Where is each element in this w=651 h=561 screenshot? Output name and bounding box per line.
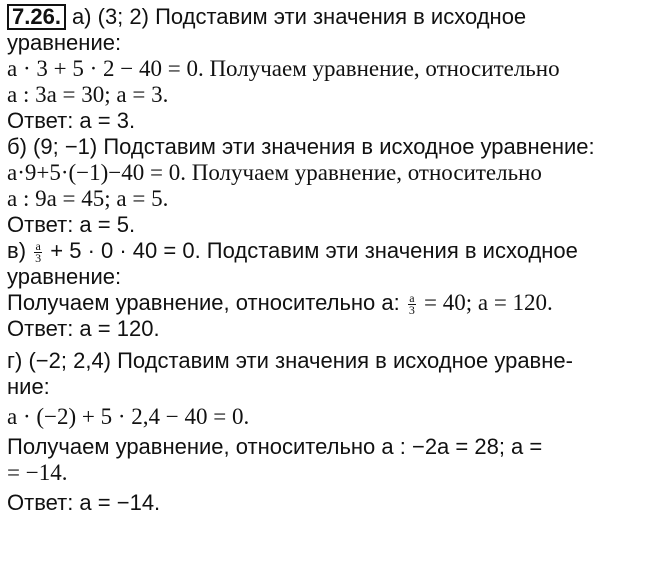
fraction-denominator: 3 [35, 250, 42, 265]
part-v-line-3 [7, 290, 643, 316]
part-v-line-1 [7, 238, 643, 264]
part-g-line-1: г) (−2; 2,4) Подставим эти значения в исходное уравне- [7, 348, 573, 373]
part-a-solution: a : 3a = 30; a = 3. [7, 82, 169, 107]
part-b-answer: Ответ: a = 5. [7, 212, 136, 237]
part-v-fraction [34, 238, 42, 265]
fraction-numerator: a [409, 290, 415, 305]
problem-number: 7.26. [7, 4, 66, 30]
part-v-line-3-prefix: Получаем уравнение, относительно a: [7, 290, 400, 315]
part-v-label: в) [7, 238, 27, 263]
part-b-equation: a·9+5·(−1)−40 = 0. Получаем уравнение, относительно [7, 160, 542, 185]
part-v-line-3-rest: = 40; a = 120. [424, 290, 553, 315]
fraction-denominator: 3 [408, 302, 415, 317]
part-v-answer: Ответ: a = 120. [7, 316, 160, 341]
solution-text [7, 4, 643, 516]
part-v-line-3-fraction [408, 290, 416, 317]
part-g-line-5: = −14. [7, 460, 68, 485]
part-g-line-2: ние: [7, 374, 50, 399]
part-v-heading: + 5 · 0 · 40 = 0. Подставим эти значения в исходное [50, 238, 578, 263]
part-a-line-1 [7, 4, 643, 30]
part-a-answer: Ответ: a = 3. [7, 108, 136, 133]
part-v-line-2: уравнение: [7, 264, 122, 289]
fraction-numerator: a [35, 238, 41, 253]
part-g-equation: a · (−2) + 5 · 2,4 − 40 = 0. [7, 404, 250, 429]
part-g-answer: Ответ: a = −14. [7, 490, 161, 515]
part-a-line-2: уравнение: [7, 30, 122, 55]
part-b-solution: a : 9a = 45; a = 5. [7, 186, 169, 211]
part-b-line-1: б) (9; −1) Подставим эти значения в исходное уравнение: [7, 134, 595, 159]
part-a-equation: a · 3 + 5 · 2 − 40 = 0. Получаем уравнение, относительно [7, 56, 560, 81]
part-g-line-4: Получаем уравнение, относительно a : −2a = 28; a = [7, 434, 543, 459]
part-a-heading: а) (3; 2) Подставим эти значения в исходное [71, 4, 527, 29]
